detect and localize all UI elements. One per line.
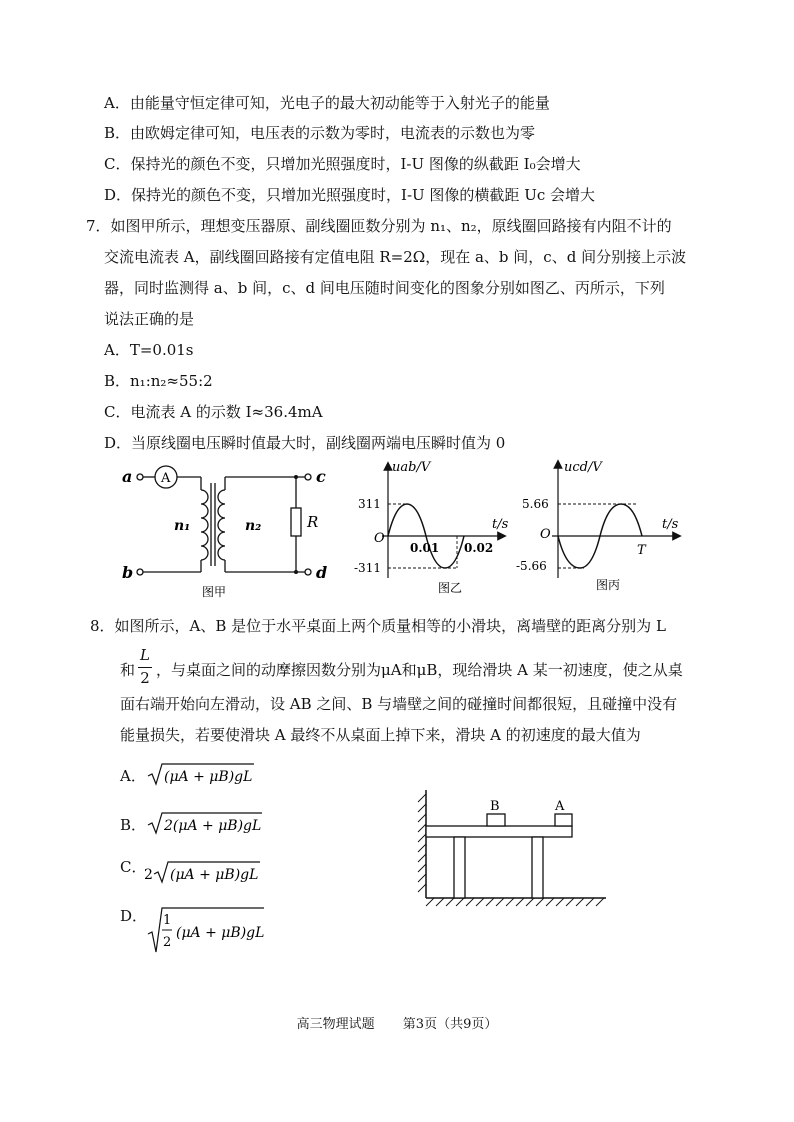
q8-stem-line-2-pre: 和 xyxy=(120,661,136,679)
figure-bing-caption: 图丙 xyxy=(596,578,621,592)
block-b-label: B xyxy=(490,799,500,814)
q7-stem-line-4: 说法正确的是 xyxy=(104,310,195,328)
ucd-time-axis-label: t/s xyxy=(662,517,679,532)
q8-stem-line-4: 能量损失，若要使滑块 A 最终不从桌面上掉下来，滑块 A 的初速度的最大值为 xyxy=(120,726,641,744)
terminal-b-label: b xyxy=(122,563,134,582)
uab-tick-311: 311 xyxy=(358,497,381,511)
uab-axis-label: uab/V xyxy=(392,460,431,475)
q8-option-a-expression: (μA + μB)gL xyxy=(164,769,253,785)
ucd-tick-neg-5-66: -5.66 xyxy=(516,559,547,573)
q8-fraction-numerator: L xyxy=(140,646,150,664)
uab-time-axis-label: t/s xyxy=(492,517,509,532)
resistor-r-label: R xyxy=(307,513,319,531)
uab-origin-label: O xyxy=(374,531,385,546)
ucd-tick-5-66: 5.66 xyxy=(522,497,549,511)
q7-option-b: B．n₁:n₂≈55:2 xyxy=(104,372,213,390)
q8-option-b-radical xyxy=(146,809,266,837)
n2-label: n₂ xyxy=(245,518,262,534)
figure-yi-caption: 图乙 xyxy=(438,581,463,595)
q8-option-c-coefficient: 2 xyxy=(144,867,153,883)
q8-option-c-label: C． xyxy=(120,858,147,876)
q6-option-a: A．由能量守恒定律可知，光电子的最大初动能等于入射光子的能量 xyxy=(104,94,550,112)
q7-option-d: D．当原线圈电压瞬时值最大时，副线圈两端电压瞬时值为 0 xyxy=(104,434,506,452)
q8-stem-line-1: 8．如图所示，A、B 是位于水平桌面上两个质量相等的小滑块，离墙壁的距离分别为 L xyxy=(90,617,666,635)
ammeter-label: A xyxy=(161,471,171,486)
q7-option-a: A．T=0.01s xyxy=(104,341,194,359)
q7-stem-line-1: 7．如图甲所示，理想变压器原、副线圈匝数分别为 n₁、n₂，原线圈回路接有内阻不计的 xyxy=(86,217,672,235)
terminal-c-label: c xyxy=(316,467,326,486)
figure-jia-caption: 图甲 xyxy=(202,585,227,599)
terminal-a-label: a xyxy=(122,467,133,486)
q8-option-c-radical xyxy=(144,858,264,886)
footer-title: 高三物理试题 xyxy=(296,1017,375,1032)
q8-stem-line-3: 面右端开始向左滑动，设 AB 之间、B 与墙壁之间的碰撞时间都很短，且碰撞中没有 xyxy=(120,695,678,713)
table-leg-right xyxy=(532,837,543,898)
q6-option-d: D．保持光的颜色不变，只增加光照强度时，I-U 图像的横截距 Uc 会增大 xyxy=(104,186,596,204)
q8-option-d-numerator: 1 xyxy=(163,913,172,928)
q8-option-d-denominator: 2 xyxy=(163,935,172,950)
q8-option-b-label: B． xyxy=(120,816,147,834)
q6-option-b: B．由欧姆定律可知，电压表的示数为零时，电流表的示数也为零 xyxy=(104,124,536,142)
uab-tick-0-02: 0.02 xyxy=(464,541,494,555)
n1-label: n₁ xyxy=(174,518,191,534)
terminal-d-label: d xyxy=(316,563,328,582)
table-top xyxy=(426,826,572,837)
ucd-origin-label: O xyxy=(540,527,551,542)
q8-option-a-label: A． xyxy=(120,767,146,785)
uab-tick-neg-311: -311 xyxy=(354,561,381,575)
wall-table-blocks-diagram xyxy=(410,786,610,912)
q6-option-c: C．保持光的颜色不变，只增加光照强度时，I-U 图像的纵截距 I₀会增大 xyxy=(104,155,581,173)
q8-option-b-expression: 2(μA + μB)gL xyxy=(164,818,262,834)
q7-stem-line-3: 器，同时监测得 a、b 间，c、d 间电压随时间变化的图象分别如图乙、丙所示，下列 xyxy=(104,279,665,297)
block-b xyxy=(487,814,505,826)
uab-tick-0-01: 0.01 xyxy=(410,541,440,555)
uab-waveform-chart xyxy=(352,458,517,600)
q8-option-a-radical xyxy=(146,760,256,788)
q7-option-c: C．电流表 A 的示数 I≈36.4mA xyxy=(104,403,323,421)
block-a-label: A xyxy=(555,799,565,814)
q8-option-d-expression: (μA + μB)gL xyxy=(176,925,265,941)
footer-page-number: 第3页（共9页） xyxy=(402,1017,498,1032)
q8-option-d-label: D． xyxy=(120,907,148,925)
block-a xyxy=(555,814,572,826)
ucd-waveform-chart xyxy=(512,458,692,600)
q8-stem-line-2-post: ，与桌面之间的动摩擦因数分别为μA和μB，现给滑块 A 某一初速度，使之从桌 xyxy=(156,661,683,679)
q7-stem-line-2: 交流电流表 A，副线圈回路接有定值电阻 R=2Ω，现在 a、b 间，c、d 间分别接上示波 xyxy=(104,248,687,266)
page-footer xyxy=(0,1013,794,1032)
q8-fraction-bar xyxy=(138,667,152,668)
q8-option-d-radical xyxy=(146,904,266,956)
table-leg-left xyxy=(454,837,465,898)
ucd-axis-label: ucd/V xyxy=(564,460,602,475)
ucd-tick-T: T xyxy=(637,543,646,558)
q8-fraction-denominator: 2 xyxy=(140,669,150,687)
transformer-circuit-diagram xyxy=(118,458,340,600)
q8-option-c-expression: (μA + μB)gL xyxy=(170,867,259,883)
